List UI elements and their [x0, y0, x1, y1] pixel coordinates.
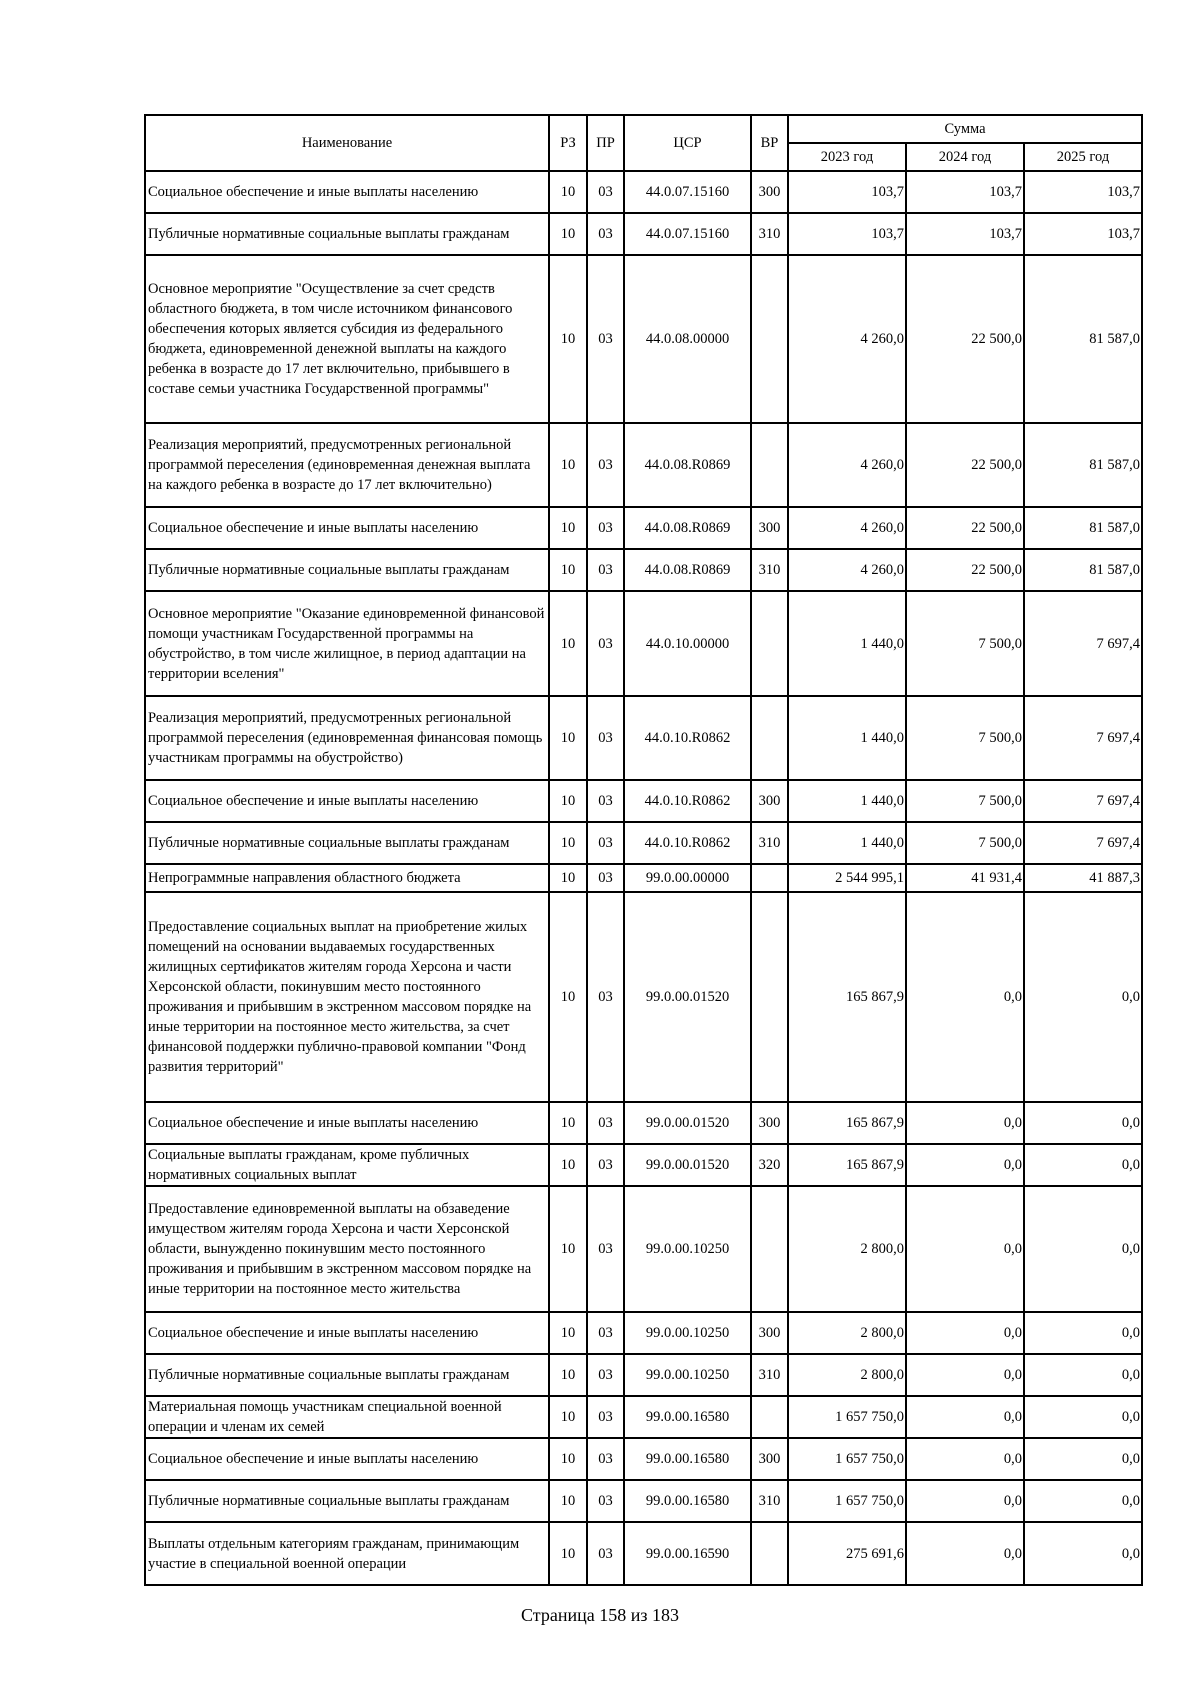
cell-rz: 10: [549, 780, 587, 822]
cell-pr: 03: [587, 1144, 624, 1186]
header-name: Наименование: [145, 115, 549, 171]
cell-pr: 03: [587, 1102, 624, 1144]
cell-sum-2025: 81 587,0: [1024, 507, 1142, 549]
cell-name: Публичные нормативные социальные выплаты гражданам: [145, 1480, 549, 1522]
cell-sum-2024: 0,0: [906, 892, 1024, 1102]
cell-pr: 03: [587, 423, 624, 507]
table-row: [145, 892, 1142, 1102]
cell-sum-2025: 7 697,4: [1024, 822, 1142, 864]
table-row: [145, 171, 1142, 213]
table-body: [145, 171, 1142, 1585]
cell-sum-2024: 0,0: [906, 1480, 1024, 1522]
cell-name: Социальное обеспечение и иные выплаты населению: [145, 780, 549, 822]
cell-sum-2025: 0,0: [1024, 1480, 1142, 1522]
cell-sum-2025: 0,0: [1024, 1396, 1142, 1438]
cell-sum-2024: 7 500,0: [906, 591, 1024, 696]
cell-pr: 03: [587, 171, 624, 213]
cell-vr: 310: [751, 1354, 788, 1396]
cell-name: Социальные выплаты гражданам, кроме публичных нормативных социальных выплат: [145, 1144, 549, 1186]
cell-sum-2023: 1 657 750,0: [788, 1438, 906, 1480]
cell-sum-2023: 4 260,0: [788, 255, 906, 423]
cell-rz: 10: [549, 507, 587, 549]
cell-sum-2023: 103,7: [788, 171, 906, 213]
cell-sum-2024: 22 500,0: [906, 507, 1024, 549]
cell-sum-2025: 81 587,0: [1024, 255, 1142, 423]
cell-rz: 10: [549, 1480, 587, 1522]
cell-csr: 99.0.00.01520: [624, 892, 751, 1102]
cell-csr: 44.0.08.R0869: [624, 423, 751, 507]
cell-pr: 03: [587, 696, 624, 780]
table-row: [145, 1312, 1142, 1354]
cell-rz: 10: [549, 1438, 587, 1480]
cell-sum-2024: 7 500,0: [906, 696, 1024, 780]
budget-table: [144, 114, 1143, 1586]
cell-rz: 10: [549, 1102, 587, 1144]
cell-sum-2024: 0,0: [906, 1144, 1024, 1186]
cell-sum-2025: 81 587,0: [1024, 549, 1142, 591]
cell-rz: 10: [549, 864, 587, 892]
cell-sum-2023: 1 440,0: [788, 696, 906, 780]
cell-vr: 310: [751, 1480, 788, 1522]
header-sum: Сумма: [788, 115, 1142, 143]
cell-sum-2024: 103,7: [906, 213, 1024, 255]
cell-rz: 10: [549, 213, 587, 255]
cell-vr: 300: [751, 1102, 788, 1144]
header-year-2023: 2023 год: [788, 143, 906, 171]
header-rz: РЗ: [549, 115, 587, 171]
cell-name: Основное мероприятие "Оказание единовременной финансовой помощи участникам Государственной программы на обустройство, в том числе жилищное, в период адаптации на территории вселения": [145, 591, 549, 696]
cell-vr: 310: [751, 549, 788, 591]
cell-pr: 03: [587, 1312, 624, 1354]
cell-sum-2023: 1 440,0: [788, 780, 906, 822]
cell-csr: 99.0.00.00000: [624, 864, 751, 892]
table-row: [145, 1396, 1142, 1438]
cell-sum-2025: 0,0: [1024, 1522, 1142, 1585]
cell-pr: 03: [587, 822, 624, 864]
cell-pr: 03: [587, 255, 624, 423]
cell-name: Социальное обеспечение и иные выплаты населению: [145, 1312, 549, 1354]
cell-pr: 03: [587, 213, 624, 255]
cell-pr: 03: [587, 780, 624, 822]
cell-sum-2023: 275 691,6: [788, 1522, 906, 1585]
cell-rz: 10: [549, 549, 587, 591]
cell-csr: 44.0.07.15160: [624, 171, 751, 213]
cell-sum-2023: 2 800,0: [788, 1354, 906, 1396]
cell-rz: 10: [549, 1144, 587, 1186]
cell-sum-2025: 0,0: [1024, 1438, 1142, 1480]
cell-sum-2025: 7 697,4: [1024, 780, 1142, 822]
cell-sum-2025: 0,0: [1024, 1312, 1142, 1354]
cell-sum-2024: 0,0: [906, 1102, 1024, 1144]
cell-vr: 300: [751, 780, 788, 822]
cell-rz: 10: [549, 1312, 587, 1354]
cell-vr: [751, 1522, 788, 1585]
cell-name: Социальное обеспечение и иные выплаты населению: [145, 507, 549, 549]
table-row: [145, 1354, 1142, 1396]
cell-rz: 10: [549, 1354, 587, 1396]
cell-pr: 03: [587, 1396, 624, 1438]
cell-sum-2023: 103,7: [788, 213, 906, 255]
cell-sum-2024: 0,0: [906, 1396, 1024, 1438]
cell-name: Предоставление социальных выплат на приобретение жилых помещений на основании выдаваемых государственных жилищных сертификатов жителям города Херсона и части Херсонской области, покинувшим место постоянного проживания и прибывшим в экстренном массовом порядке на иные территории на постоянное место жительства, за счет финансовой поддержки публично-правовой компании "Фонд развития территорий": [145, 892, 549, 1102]
cell-rz: 10: [549, 591, 587, 696]
cell-sum-2025: 41 887,3: [1024, 864, 1142, 892]
cell-vr: 310: [751, 822, 788, 864]
cell-csr: 44.0.10.R0862: [624, 822, 751, 864]
cell-name: Материальная помощь участникам специальной военной операции и членам их семей: [145, 1396, 549, 1438]
cell-sum-2025: 103,7: [1024, 213, 1142, 255]
cell-csr: 44.0.07.15160: [624, 213, 751, 255]
cell-pr: 03: [587, 1186, 624, 1312]
cell-sum-2025: 0,0: [1024, 1186, 1142, 1312]
cell-rz: 10: [549, 822, 587, 864]
cell-name: Реализация мероприятий, предусмотренных региональной программой переселения (единовременная финансовая помощь участникам программы на обустройство): [145, 696, 549, 780]
cell-vr: [751, 892, 788, 1102]
cell-sum-2023: 1 657 750,0: [788, 1480, 906, 1522]
cell-name: Публичные нормативные социальные выплаты гражданам: [145, 822, 549, 864]
cell-pr: 03: [587, 591, 624, 696]
header-csr: ЦСР: [624, 115, 751, 171]
cell-vr: 300: [751, 1312, 788, 1354]
cell-sum-2024: 22 500,0: [906, 549, 1024, 591]
page-number: Страница 158 из 183: [521, 1605, 679, 1625]
cell-csr: 99.0.00.16580: [624, 1438, 751, 1480]
table-row: [145, 780, 1142, 822]
cell-csr: 99.0.00.16590: [624, 1522, 751, 1585]
cell-sum-2024: 0,0: [906, 1354, 1024, 1396]
cell-sum-2023: 1 440,0: [788, 822, 906, 864]
cell-rz: 10: [549, 1186, 587, 1312]
cell-sum-2024: 0,0: [906, 1438, 1024, 1480]
cell-csr: 44.0.10.R0862: [624, 696, 751, 780]
cell-name: Социальное обеспечение и иные выплаты населению: [145, 171, 549, 213]
cell-vr: [751, 1186, 788, 1312]
cell-name: Социальное обеспечение и иные выплаты населению: [145, 1438, 549, 1480]
header-vr: ВР: [751, 115, 788, 171]
cell-vr: 300: [751, 171, 788, 213]
cell-vr: 310: [751, 213, 788, 255]
table-row: [145, 549, 1142, 591]
cell-rz: 10: [549, 171, 587, 213]
cell-pr: 03: [587, 1354, 624, 1396]
cell-vr: [751, 1396, 788, 1438]
cell-rz: 10: [549, 1396, 587, 1438]
cell-sum-2025: 0,0: [1024, 1144, 1142, 1186]
cell-csr: 44.0.08.R0869: [624, 549, 751, 591]
cell-sum-2024: 0,0: [906, 1186, 1024, 1312]
cell-sum-2024: 7 500,0: [906, 780, 1024, 822]
cell-name: Непрограммные направления областного бюджета: [145, 864, 549, 892]
cell-vr: [751, 696, 788, 780]
cell-vr: [751, 423, 788, 507]
cell-sum-2024: 7 500,0: [906, 822, 1024, 864]
cell-pr: 03: [587, 1480, 624, 1522]
cell-sum-2025: 0,0: [1024, 1102, 1142, 1144]
table-row: [145, 864, 1142, 892]
header-year-2024: 2024 год: [906, 143, 1024, 171]
table-row: [145, 1480, 1142, 1522]
cell-rz: 10: [549, 892, 587, 1102]
cell-name: Публичные нормативные социальные выплаты гражданам: [145, 213, 549, 255]
cell-csr: 44.0.08.00000: [624, 255, 751, 423]
cell-pr: 03: [587, 1438, 624, 1480]
header-pr: ПР: [587, 115, 624, 171]
table-row: [145, 1102, 1142, 1144]
cell-sum-2024: 0,0: [906, 1312, 1024, 1354]
cell-csr: 99.0.00.01520: [624, 1102, 751, 1144]
cell-csr: 44.0.10.R0862: [624, 780, 751, 822]
table-row: [145, 213, 1142, 255]
cell-rz: 10: [549, 423, 587, 507]
cell-vr: 320: [751, 1144, 788, 1186]
cell-pr: 03: [587, 1522, 624, 1585]
cell-name: Публичные нормативные социальные выплаты гражданам: [145, 549, 549, 591]
cell-sum-2023: 165 867,9: [788, 892, 906, 1102]
table-row: [145, 591, 1142, 696]
table-row: [145, 696, 1142, 780]
cell-rz: 10: [549, 255, 587, 423]
cell-name: Реализация мероприятий, предусмотренных региональной программой переселения (единовременная денежная выплата на каждого ребенка в возрасте до 17 лет включительно): [145, 423, 549, 507]
cell-vr: 300: [751, 1438, 788, 1480]
cell-sum-2025: 0,0: [1024, 892, 1142, 1102]
cell-csr: 44.0.08.R0869: [624, 507, 751, 549]
table-row: [145, 1522, 1142, 1585]
cell-vr: [751, 591, 788, 696]
cell-sum-2023: 2 544 995,1: [788, 864, 906, 892]
cell-sum-2025: 81 587,0: [1024, 423, 1142, 507]
table-row: [145, 1144, 1142, 1186]
table-row: [145, 255, 1142, 423]
cell-sum-2025: 0,0: [1024, 1354, 1142, 1396]
table-row: [145, 1186, 1142, 1312]
cell-sum-2025: 7 697,4: [1024, 696, 1142, 780]
cell-csr: 99.0.00.10250: [624, 1186, 751, 1312]
cell-csr: 44.0.10.00000: [624, 591, 751, 696]
cell-pr: 03: [587, 892, 624, 1102]
cell-vr: [751, 255, 788, 423]
cell-sum-2025: 103,7: [1024, 171, 1142, 213]
cell-sum-2025: 7 697,4: [1024, 591, 1142, 696]
cell-name: Публичные нормативные социальные выплаты гражданам: [145, 1354, 549, 1396]
cell-vr: [751, 864, 788, 892]
cell-csr: 99.0.00.10250: [624, 1312, 751, 1354]
table-row: [145, 423, 1142, 507]
cell-pr: 03: [587, 507, 624, 549]
cell-name: Выплаты отдельным категориям гражданам, принимающим участие в специальной военной операции: [145, 1522, 549, 1585]
cell-pr: 03: [587, 864, 624, 892]
cell-csr: 99.0.00.16580: [624, 1480, 751, 1522]
cell-sum-2023: 4 260,0: [788, 423, 906, 507]
cell-sum-2023: 4 260,0: [788, 549, 906, 591]
cell-csr: 99.0.00.10250: [624, 1354, 751, 1396]
cell-vr: 300: [751, 507, 788, 549]
cell-rz: 10: [549, 696, 587, 780]
cell-sum-2023: 1 440,0: [788, 591, 906, 696]
cell-sum-2023: 2 800,0: [788, 1312, 906, 1354]
cell-name: Предоставление единовременной выплаты на обзаведение имуществом жителям города Херсона и части Херсонской области, вынужденно покинувшим место постоянного проживания и прибывшим в экстренном массовом порядке на иные территории на постоянное место жительства: [145, 1186, 549, 1312]
cell-sum-2024: 22 500,0: [906, 423, 1024, 507]
cell-sum-2023: 4 260,0: [788, 507, 906, 549]
cell-sum-2023: 165 867,9: [788, 1144, 906, 1186]
cell-sum-2023: 165 867,9: [788, 1102, 906, 1144]
cell-name: Основное мероприятие "Осуществление за счет средств областного бюджета, в том числе источником финансового обеспечения которых является субсидия из федерального бюджета, единовременной денежной выплаты на каждого ребенка в возрасте до 17 лет включительно, прибывшего в составе семьи участника Государственной программы": [145, 255, 549, 423]
cell-rz: 10: [549, 1522, 587, 1585]
cell-name: Социальное обеспечение и иные выплаты населению: [145, 1102, 549, 1144]
table-row: [145, 822, 1142, 864]
cell-sum-2024: 22 500,0: [906, 255, 1024, 423]
cell-pr: 03: [587, 549, 624, 591]
table-row: [145, 1438, 1142, 1480]
table-row: [145, 507, 1142, 549]
cell-csr: 99.0.00.16580: [624, 1396, 751, 1438]
cell-sum-2023: 1 657 750,0: [788, 1396, 906, 1438]
cell-sum-2024: 103,7: [906, 171, 1024, 213]
cell-sum-2024: 0,0: [906, 1522, 1024, 1585]
cell-sum-2024: 41 931,4: [906, 864, 1024, 892]
header-year-2025: 2025 год: [1024, 143, 1142, 171]
cell-sum-2023: 2 800,0: [788, 1186, 906, 1312]
cell-csr: 99.0.00.01520: [624, 1144, 751, 1186]
